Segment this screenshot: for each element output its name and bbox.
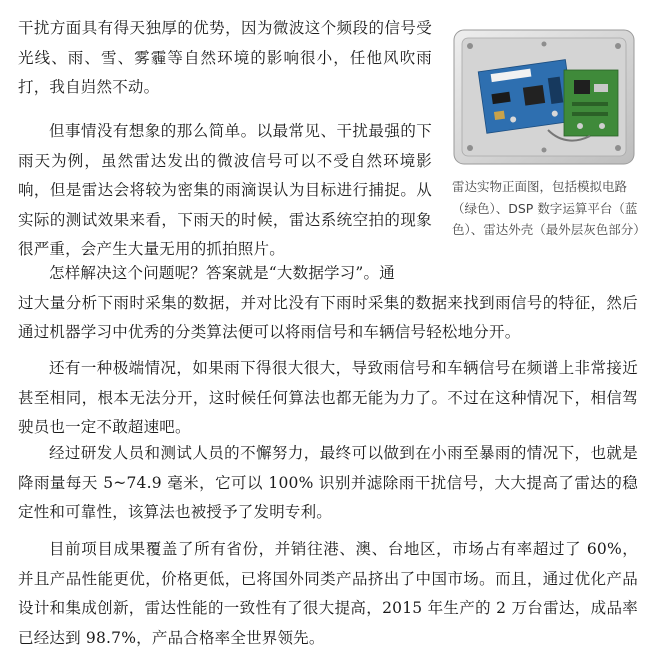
dsp-board	[478, 60, 574, 134]
radar-photo	[452, 26, 636, 168]
paragraph-6: 目前项目成果覆盖了所有省份，并销往港、澳、台地区，市场占有率超过了 60%，并且产品性能更优，价格更低，已将国外同类产品挤出了中国市场。而且，通过优化产品设计和集成创新，雷达性能的一致性有了很大提高，2015 年生产的 2 万台雷达，成品率已经达到 98.7%，产品合格率全世界领先。	[18, 540, 638, 647]
screw-icon	[615, 145, 621, 151]
dsp-chip	[523, 85, 545, 106]
paragraph-4: 还有一种极端情况，如果雨下得很大很大，导致雨信号和车辆信号在频谱上非常接近甚至相同，根本无法分开，这时候任何算法也都无能为力了。不过在这种情况下，相信驾驶员也一定不敢超速吧。	[18, 359, 638, 437]
radar-photo-illustration	[452, 26, 636, 168]
figure-caption: 雷达实物正面图，包括模拟电路（绿色）、DSP 数字运算平台（蓝色）、雷达外壳（最外层灰色部分）	[452, 179, 646, 237]
screw-icon	[542, 148, 547, 153]
screw-icon	[542, 42, 547, 47]
screw-icon	[615, 43, 621, 49]
screw-icon	[467, 145, 473, 151]
paragraph-3-rest: 过大量分析下雨时采集的数据，并对比没有下雨时采集的数据来找到雨信号的特征，然后通过机器学习中优秀的分类算法便可以将雨信号和车辆信号轻松地分开。	[18, 293, 638, 342]
screw-icon	[467, 43, 473, 49]
analog-board	[564, 70, 618, 136]
paragraph-1: 干扰方面具有得天独厚的优势，因为微波这个频段的信号受光线、雨、雪、雾霾等自然环境的影响很小，任他风吹雨打，我自岿然不动。	[18, 19, 432, 97]
paragraph-5: 经过研发人员和测试人员的不懈努力，最终可以做到在小雨至暴雨的情况下，也就是降雨量每天 5~74.9 毫米，它可以 100% 识别并滤除雨干扰信号，大大提高了雷达的稳定性和可靠性，该算法也被授予了发明专利。	[18, 444, 638, 522]
paragraph-2: 但事情没有想象的那么简单。以最常见、干扰最强的下雨天为例，虽然雷达发出的微波信号可以不受自然环境影响，但是雷达会将较为密集的雨滴误认为目标进行捕捉。从实际的测试效果来看，下雨天的时候，雷达系统空拍的现象很严重，会产生大量无用的抓拍照片。	[18, 122, 432, 259]
paragraph-3	[18, 259, 638, 348]
paragraph-3-first-line: 怎样解决这个问题呢？答案就是“大数据学习”。通	[49, 264, 395, 282]
